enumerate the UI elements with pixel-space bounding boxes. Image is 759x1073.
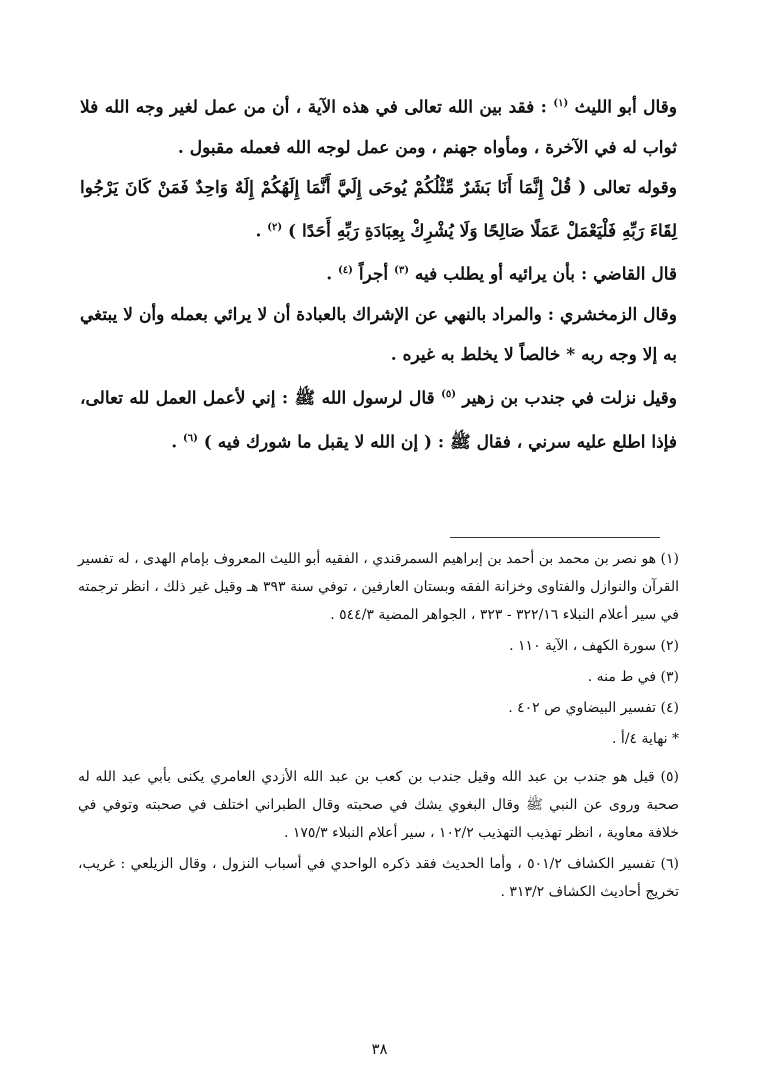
paragraph-quran-verse: وقوله تعالى ( قُلْ إِنَّمَا أَنَا بَشَرٌ مِّثْلُكُمْ يُوحَى إِلَيَّ أَنَّمَا إِلَهُكُمْ إِلَهٌ وَاحِدٌ فَمَنْ كَانَ يَرْجُوا لِقَاءَ رَبِّهِ فَلْيَعْمَلْ عَمَلًا صَالِحًا وَلَا يُشْرِكْ بِعِبَادَةِ رَبِّهِ أَحَدًا ) $^{(٢)}$ . [80,177,677,242]
footnote-ref-3[interactable]: (٣) [394,265,409,277]
footnote-4: (٤) تفسير البيضاوي ص ٤٠٢ . [508,700,679,716]
footnotes [78,545,679,909]
footnote-5: (٥) قيل هو جندب بن عبد الله وقيل جندب بن كعب بن عبد الله الأزدي العامري يكنى بأبي عبد الله له صحبة وروى عن النبي ﷺ وقال البغوي يشك في صحبته وقال الطبراني اختلف في صحبته وتوفي في خلافة معاوية ، انظر تهذيب التهذيب ١٠٢/٢ ، سير أعلام النبلاء ١٧٥/٣ . [78,769,679,841]
page-number: ٣٨ [371,1040,388,1058]
footnote-3: (٣) في ط منه . [587,669,679,685]
footnote-folio-marker: * نهاية ٤/أ . [612,731,679,747]
main-text [80,84,677,462]
paragraph-zamakhshari: وقال الزمخشري : والمراد بالنهي عن الإشراك بالعبادة أن لا يرائي بعمله وأن لا يبتغي به إلا وجه ربه * خالصاً لا يخلط به غيره . [80,304,677,365]
paragraph-abu-al-layth: وقال أبو الليث $^{(١)}$ : فقد بين الله تعالى في هذه الآية ، أن من عمل لغير وجه الله فلا ثواب له في الآخرة ، ومأواه جهنم ، ومن عمل لوجه الله فعمله مقبول . [80,97,677,158]
footnote-2: (٢) سورة الكهف ، الآية ١١٠ . [509,638,679,654]
footnote-6: (٦) تفسير الكشاف ٥٠١/٢ ، وأما الحديث فقد ذكره الواحدي في أسباب النزول ، وقال الزيلعي : غريب، تخريج أحاديث الكشاف ٣١٣/٢ . [78,856,679,900]
paragraph-al-qadi: قال القاضي : بأن يرائيه أو يطلب فيه $^{(٣)}$ أجراً $^{(٤)}$ . [326,264,677,285]
footnote-ref-1[interactable]: (١) [553,98,569,109]
footnote-ref-6[interactable]: (٦) [183,432,198,444]
footnote-1: (١) هو نصر بن محمد بن أحمد بن إبراهيم السمرقندي ، الفقيه أبو الليث المعروف بإمام الهدى ، له تفسير القرآن والنوازل والفتاوى وخزانة الفقه وبستان العارفين ، توفي سنة ٣٩٣ هـ وقيل غير ذلك ، انظر ترجمته في سير أعلام النبلاء ٣٢٢/١٦ - ٣٢٣ ، الجواهر المضية ٥٤٤/٣ . [78,551,679,623]
footnote-divider [450,537,660,538]
paragraph-jundub: وقيل نزلت في جندب بن زهير $^{(٥)}$ قال لرسول الله ﷺ : إني لأعمل العمل لله تعالى، فإذا اطلع عليه سرني ، فقال ﷺ : ( إن الله لا يقبل ما شورك فيه ) $^{(٦)}$ . [80,388,677,453]
footnote-ref-5[interactable]: (٥) [441,388,456,400]
footnote-ref-4[interactable]: (٤) [338,265,353,277]
footnote-ref-2[interactable]: (٢) [267,221,283,233]
